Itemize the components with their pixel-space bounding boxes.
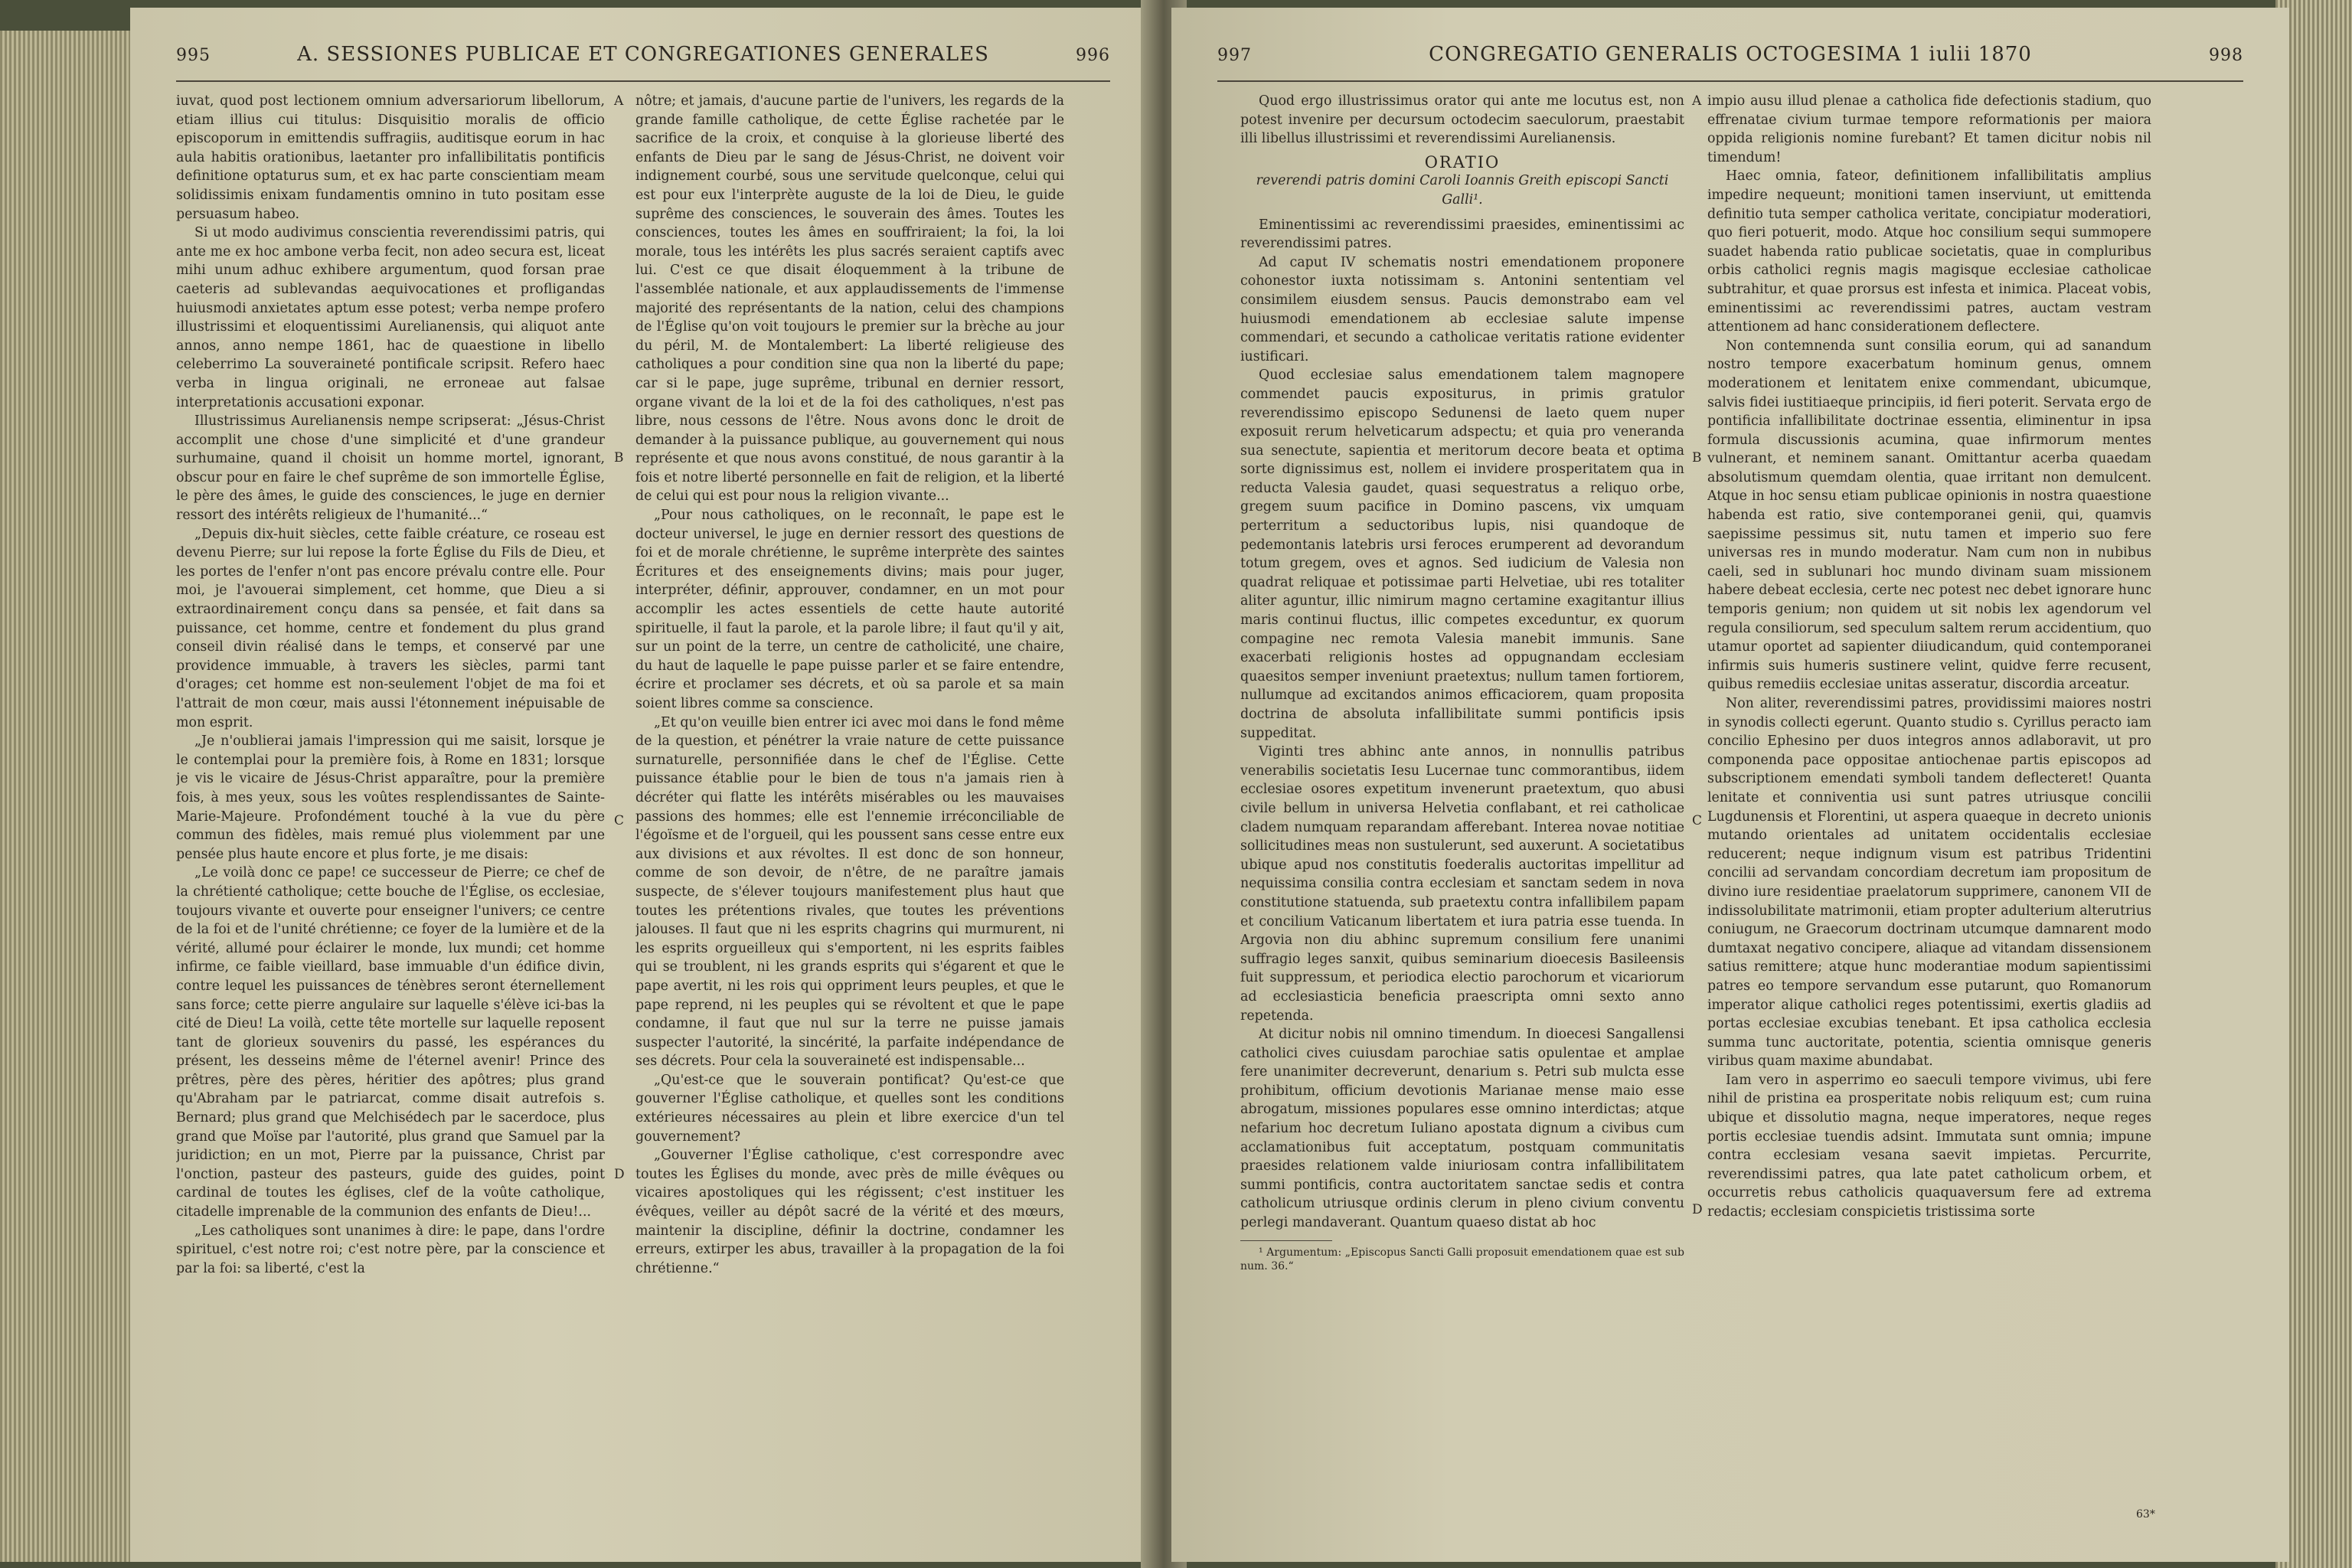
right-page-column-2 (1707, 92, 2151, 1516)
page-number-998: 998 (2209, 46, 2243, 65)
paragraph: „Depuis dix-huit siècles, cette faible créature, ce roseau est devenu Pierre; sur lui repose la forte Église du Fils de Dieu, et les portes de l'enfer n'ont pas encore prévalu contre elle. Pour moi, je l'avouerai simplement, cet homme, que Dieu a si extraordinairement conçu dans sa pensée, et fait dans sa puissance, cet homme, centre et fondement du plus grand conseil divin réalisé dans le temps, et conservé par une providence immuable, à travers les siècles, parmi tant d'orages; cet homme est non-seulement l'objet de ma foi et l'attrait de mon cœur, mais aussi l'étonnement inépuisable de mon esprit. (176, 526, 605, 730)
margin-letter-d: D (1692, 1202, 1703, 1217)
margin-letter-b: B (614, 450, 624, 466)
header-rule (1217, 80, 2243, 82)
paragraph: Si ut modo audivimus conscientia reverendissimi patris, qui ante me ex hoc ambone verba fecit, non adeo secura est, liceat mihi unum adhuc exhibere argumentum, quod forsan prae caeteris ad sublevandas aequivocationes et profligandas huiusmodi anxietates aptum esse potest; verba nempe profero illustrissimi et eloquentissimi Aurelianensis, qui aliquot ante annos, anno nempe 1861, hac de quaestione in libello celeberrimo La souveraineté pontificale scripsit. Refero haec verba in lingua originali, ne erroneae aut falsae interpretationis accusationi exponar. (176, 225, 605, 410)
page-number-996: 996 (1076, 46, 1110, 65)
paragraph: „Je n'oublierai jamais l'impression qui me saisit, lorsque je le contemplai pour la première fois, à Rome en 1831; lorsque je vis le vicaire de Jésus-Christ apparaître, pour la première fois, à mes yeux, sous les voûtes resplendissantes de Sainte-Marie-Majeure. Profondément touché à la vue du père commun des fidèles, mais remué plus violemment par une pensée plus haute encore et plus forte, je me disais: (176, 733, 605, 862)
signature-mark: 63* (2136, 1508, 2155, 1521)
paragraph: „Le voilà donc ce pape! ce successeur de Pierre; ce chef de la chrétienté catholique; cette bouche de l'Église, os ecclesiae, toujours vivante et ouverte pour enseigner l'univers; ce centre de la foi et de l'unité chrétienne; ce foyer de la lumière et de la vérité, allumé pour éclairer le monde, lux mundi; cet homme infirme, ce faible vieillard, base immuable d'un édifice divin, contre lequel les puissances de ténèbres seront éternellement sans force; cette pierre angulaire sur laquelle s'élève ici-bas la cité de Dieu! La voilà, cette tête mortelle sur laquelle reposent tant de glorieux souvenirs du passé, les espérances du présent, les desseins même de l'éternel avenir! Prince des prêtres, père des pères, héritier des apôtres; plus grand qu'Abraham par le patriarcat, comme disait autrefois s. Bernard; plus grand que Melchisédech par le sacerdoce, plus grand que Moïse par l'autorité, plus grand que Samuel par la juridiction; en un mot, Pierre par la puissance, Christ par l'onction, pasteur des pasteurs, guide des guides, point cardinal de toutes les églises, clef de la voûte catholique, citadelle imprenable de la communion des enfants de Dieu!... (176, 865, 605, 1220)
paragraph: Haec omnia, fateor, definitionem infallibilitatis amplius impedire nequeunt; monitioni tamen inserviunt, ut emittenda definitio tuta semper catholica veritate, concipiatur moderatiori, quo fieri potuerit, modo. Atque hoc consilium sequi summopere suadet habenda ratio publicae societatis, quae in compluribus orbis catholici regnis magis magisque ecclesiae catholicae subtrahitur, et quae prorsus est infesta et inimica. Placeat vobis, eminentissimi ac reverendissimi patres, auctam vestram attentionem ad hanc considerationem deflectere. (1707, 168, 2151, 335)
paragraph: iuvat, quod post lectionem omnium adversariorum libellorum, etiam illius cui titulus: Disquisitio moralis de officio episcoporum in emittendis suffragiis, auditisque eorum in hac aula habitis orationibus, laetanter pro infallibilitatis pontificis definitione optaturus sum, et ex hac parte conscientiam meam solidissimis enixam fundamentis omnino in tuto positam esse persuasum habeo. (176, 93, 605, 222)
paragraph: Iam vero in asperrimo eo saeculi tempore vivimus, ubi fere nihil de pristina ea prosperitate nobis reliquum est; cum ruina ubique et dissolutio magna, neque imperatores, neque reges portis ecclesiae tuendis adsint. Immutata sunt omnia; impune contra ecclesiam vesana saevit impietas. Percurrite, reverendissimi patres, qua late patet catholicum orbem, et occurretis rebus catholicis quaquaversum fere ad extrema redactis; ecclesiam conspicietis tristissima sorte (1707, 1072, 2151, 1220)
running-head-right: CONGREGATIO GENERALIS OCTOGESIMA 1 iulii 1870 (1429, 43, 2032, 66)
right-page (1171, 8, 2289, 1562)
page-number-995: 995 (176, 46, 211, 65)
book-edge-left (0, 31, 138, 1562)
right-page-header (1202, 38, 2259, 77)
left-page (130, 8, 1156, 1562)
margin-letter-a: A (1692, 93, 1702, 109)
paragraph: „Et qu'on veuille bien entrer ici avec moi dans le fond même de la question, et pénétrer la vraie nature de cette puissance surnaturelle, personnifiée dans le chef de l'Église. Cette puissance établie pour le bien de tous n'a jamais rien à décréter qui flatte les intérêts misérables ou les mauvaises passions des hommes; elle est l'ennemie irréconciliable de l'égoïsme et de l'orgueil, qui les poussent sans cesse entre eux aux divisions et aux révoltes. Il est donc de son honneur, comme de son devoir, de n'être, de ne paraître jamais suspecte, de s'élever toujours manifestement plus haut que toutes les prétentions rivales, que toutes les préventions jalouses. Il faut que ni les esprits chagrins qui murmurent, ni les esprits orgueilleux qui s'emportent, ni les esprits faibles qui se troublent, ni les grands esprits qui s'égarent et que le pape avertit, ni les rois qui oppriment leurs peuples, et que le pape reprend, ni les peuples qui se révoltent et que le pape condamne, il faut que nul sur la terre ne puisse jamais suspecter l'autorité, la sincérité, la parfaite indépendance de ses décrets. Pour cela la souveraineté est indispensable... (635, 714, 1064, 1070)
margin-letter-c: C (614, 813, 625, 828)
paragraph: impio ausu illud plenae a catholica fide defectionis stadium, quo effrenatae civium turmae tempore reformationis per maiora oppida religionis nomine furebant? Et tamen dicitur nobis nil timendum! (1707, 93, 2151, 165)
left-page-column-2 (635, 92, 1064, 1516)
margin-letter-d: D (614, 1167, 625, 1182)
header-rule (176, 80, 1110, 82)
paragraph: Illustrissimus Aurelianensis nempe scripserat: „Jésus-Christ accomplit une chose d'une simplicité et d'une grandeur surhumaine, quand il choisit un homme mortel, ignorant, obscur pour en faire le chef suprême de son immortelle Église, le père des âmes, le guide des consciences, le juge en dernier ressort des intérêts religieux de l'humanité...“ (176, 413, 605, 524)
paragraph: Non aliter, reverendissimi patres, providissimi maiores nostri in synodis collecti egerunt. Quanto studio s. Cyrillus peracto iam concilio Ephesino per duos integros annos adlaboravit, ut pro componenda pace oppositae antiochenae partis episcopos ad subscriptionem emendati symboli tandem deflecteret! Quanta lenitate et conniventia usi sunt patres utriusque concilii Lugdunensis et Florentini, ut aspera quaeque in decreto unionis mutando orientales ad unitatem occidentalis ecclesiae reducerent; neque indignum visum est patribus Tridentini concilii ad servandam concordiam decretum iam propositum de divino iure residentiae praelatorum supprimere, canonem VII de indissolubilitate matrimonii, etiam propter adulterium alterutrius coniugum, ne Graecorum doctrinam utcumque damnarent modo dumtaxat negativo concipere, aliaque ad vitandam dissensionem satius remittere; atque hunc moderantiae modum sapientissimi patres eo tempore servandum esse putarunt, quo Romanorum imperator alique catholici reges potentissimi, exertis gladiis ad portas ecclesiae excubias tenebant. Et ipsa catholica ecclesia summa tunc auctoritate, potentia, scientia omnisque generis viribus quam maxime abundabat. (1707, 696, 2151, 1070)
oratio-heading (1240, 153, 1684, 210)
paragraph: Quod ergo illustrissimus orator qui ante me locutus est, non potest invenire per decursum octodecim saeculorum, praestabit illi libellus illustrissimi et reverendissimi Aurelianensis. (1240, 93, 1684, 147)
margin-letter-b: B (1692, 450, 1702, 466)
paragraph: At dicitur nobis nil omnino timendum. In dioecesi Sangallensi catholici cives cuiusdam parochiae satis opulentae et amplae fere unanimiter decreverunt, denarium s. Petri sub mulcta esse prohibitum, officium devotionis Marianae mense maio esse abrogatum, missiones populares esse omnino interdictas; atque nefarium hoc decretum Iuliano apostata dignum a civibus cum acclamationibus fuit acceptatum, postquam communitatis praesides relationem valde iniuriosam contra infallibilitatem summi pontificis, contra auctoritatem sanctae sedis et contra catholicum utriusque ordinis clerum in pleno civium conventu perlegi mandaverant. Quantum quaeso distat ab hoc (1240, 1027, 1684, 1231)
paragraph: Non contemnenda sunt consilia eorum, qui ad sanandum nostro tempore exacerbatum hominum genus, omnem moderationem et lenitatem enixe commendant, ubicumque, salvis fidei iustitiaeque principiis, id fieri poterit. Servata ergo de pontificia infallibilitate doctrinae essentia, eliminentur in ipsa formula discussionis acumina, quae infirmorum mentes vulnerant, et neminem sanant. Omittantur acerba quaedam absolutismum quemdam olentia, quae irritant non demulcent. Atque in hoc sensu etiam publicae opinionis in nostra quaestione habenda est ratio, sive contemporanei genii, qui, quamvis saepissime pessimus sit, nutu tamen et imperio suo fere universas res in mundo moderatur. Nam cum non in nubibus caeli, sed in sublunari hoc mundo divinam suam missionem habere debeat ecclesia, certe nec potest nec debet ignorare hunc temporis genium; non quidem ut sit nobis lex agendorum vel regula consiliorum, sed speculum saltem rerum accidentium, quo utamur oportet ad sapienter diiudicandum, quid contemporanei infirmis suis humeris sustinere velint, quidve ferre recusent, quibus remediis ecclesiae unitas asseratur, discordia arceatur. (1707, 338, 2151, 693)
left-page-header (161, 38, 1125, 77)
page-number-997: 997 (1217, 46, 1252, 65)
oratio-subtitle: reverendi patris domini Caroli Ioannis Greith episcopi Sancti Galli¹. (1256, 173, 1669, 207)
paragraph: Quod ecclesiae salus emendationem talem magnopere commendet paucis expositurus, in primis gratulor reverendissimo episcopo Sedunensi de laeto quem nuper exposuit rerum helveticarum adspectu; et quia pro veneranda sua senectute, sapientia et meritorum decore beata et optima sorte dignissimus est, nollem ei invidere prosperitatem qua in reducta Valesia gaudet, quasi sequestratus a reliquo orbe, gregem suum pacifice in Domino pascens, vix umquam perterritum a seductoribus lupis, nisi quandoque de pedemontanis latebris ursi feroces erumperent ad devorandum totum gregem, oves et agnos. Sed iudicium de Valesia non quadrat reliquae et potissimae parti Helvetiae, ubi res totaliter aliter aguntur, illic nimirum magno certamine exagitantur illius maris continui fluctus, illic competes exceduntur, ex quorum compagine nec remota Valesia manebit immunis. Sane exacerbati religionis hostes ad oppugnandam ecclesiam quaesitos semper inveniunt praetextus; nullum tamen fortiorem, nullumque ad excitandos animos efficaciorem, quam proposita doctrina de absoluta infallibilitate summi pontificis ipsis suppeditat. (1240, 368, 1684, 741)
left-page-column-1 (176, 92, 605, 1516)
paragraph: „Les catholiques sont unanimes à dire: le pape, dans l'ordre spirituel, c'est notre roi; c'est notre père, par la conscience et par la foi: sa liberté, c'est la (176, 1223, 605, 1276)
right-page-column-1 (1240, 92, 1684, 1516)
paragraph: „Qu'est-ce que le souverain pontificat? Qu'est-ce que gouverner l'Église catholique, et quelles sont les conditions extérieures nécessaires au plein et libre exercice d'un tel gouvernement? (635, 1072, 1064, 1145)
footnote: ¹ Argumentum: „Episcopus Sancti Galli proposuit emendationem quae est sub num. 36.“ (1240, 1246, 1684, 1272)
margin-letter-c: C (1692, 813, 1703, 828)
oratio-title: ORATIO (1424, 152, 1501, 172)
running-head-left: A. SESSIONES PUBLICAE ET CONGREGATIONES GENERALES (297, 43, 989, 66)
paragraph: nôtre; et jamais, d'aucune partie de l'univers, les regards de la grande famille catholique, de cette Église rachetée par le sacrifice de la croix, et conquise à la glorieuse liberté des enfants de Dieu par le sang de Jésus-Christ, ne doivent voir indignement courbé, sous une servitude quelconque, celui qui est pour eux l'interprète auguste de la loi de Dieu, le guide suprême des consciences, le souverain des âmes. Toutes les consciences, toutes les âmes en souffriraient; la foi, la loi morale, tous les intérêts les plus sacrés seraient captifs avec lui. C'est ce que disait éloquemment à la tribune de l'assemblée nationale, et aux applaudissements de l'immense majorité des représentants de la nation, celui des champions de l'Église qu'on voit toujours le premier sur la brèche au jour du péril, M. de Montalembert: La liberté religieuse des catholiques a pour condition sine qua non la liberté du pape; car si le pape, juge suprême, tribunal en dernier ressort, organe vivant de la loi et de la foi des catholiques, n'est pas libre, nous cessons de l'être. Nous avons donc le droit de demander à la puissance publique, au gouvernement qui nous représente et que nous avons constitué, de nous garantir à la fois et notre liberté personnelle en fait de religion, et la liberté de celui qui est pour nous la religion vivante... (635, 93, 1064, 505)
paragraph: Viginti tres abhinc ante annos, in nonnullis patribus venerabilis societatis Iesu Lucernae tunc commorantibus, iidem ecclesiae osores expetitum invenerunt praetextum, quo abusi civile bellum in universa Helvetia conflabant, et rei catholicae cladem numquam reparandam afferebant. Interea novae notitiae sollicitudines meas non sustulerunt, sed auxerunt. A societatibus ubique apud nos constitutis foederalis auctoritas impellitur ad nequissima consilia contra ecclesiam et sanctam sedem in nova constitutione statuenda, sub praetextu contra infallibilem papam et concilium Vaticanum libertatem et iura patria esse tuenda. In Argovia non diu abhinc supremum consilium fere unanimi suffragio leges sanxit, quibus seminarium dioecesis Basileensis fuit suppressum, et periodica electio parochorum et vicariorum ad ecclesiasticia beneficia praescripta omni sexto anno repetenda. (1240, 744, 1684, 1024)
paragraph: Eminentissimi ac reverendissimi praesides, eminentissimi ac reverendissimi patres. (1240, 217, 1684, 252)
margin-letter-a: A (614, 93, 624, 109)
footnote-rule (1240, 1240, 1332, 1241)
paragraph: Ad caput IV schematis nostri emendationem proponere cohonestor iuxta notissimam s. Antonini sententiam vel consimilem eiusdem sensus. Paucis demonstrabo eam vel huiusmodi emendationem ab ecclesiae salute impense commendari, et secundo a catholicae veritatis ratione evidenter iustificari. (1240, 254, 1684, 364)
paragraph: „Gouverner l'Église catholique, c'est correspondre avec toutes les Églises du monde, avec près de mille évêques ou vicaires apostoliques qui les régissent; c'est instituer les évêques, veiller au dépôt sacré de la vérité et des mœurs, maintenir la discipline, définir la doctrine, condamner les erreurs, extirper les abus, travailler à la propagation de la foi chrétienne.“ (635, 1148, 1064, 1276)
paragraph: „Pour nous catholiques, on le reconnaît, le pape est le docteur universel, le juge en dernier ressort des questions de foi et de morale chrétienne, le suprême interprète des saintes Écritures et des enseignements divins; mais pour juger, interpréter, définir, approuver, condamner, en un mot pour accomplir les actes essentiels de cette haute autorité spirituelle, il faut la parole, et la parole libre; il faut qu'il y ait, sur un point de la terre, un centre de catholicité, une chaire, du haut de laquelle le pape puisse parler et se faire entendre, écrire et proclamer ses décrets, et où sa parole et sa main soient libres comme sa conscience. (635, 508, 1064, 711)
